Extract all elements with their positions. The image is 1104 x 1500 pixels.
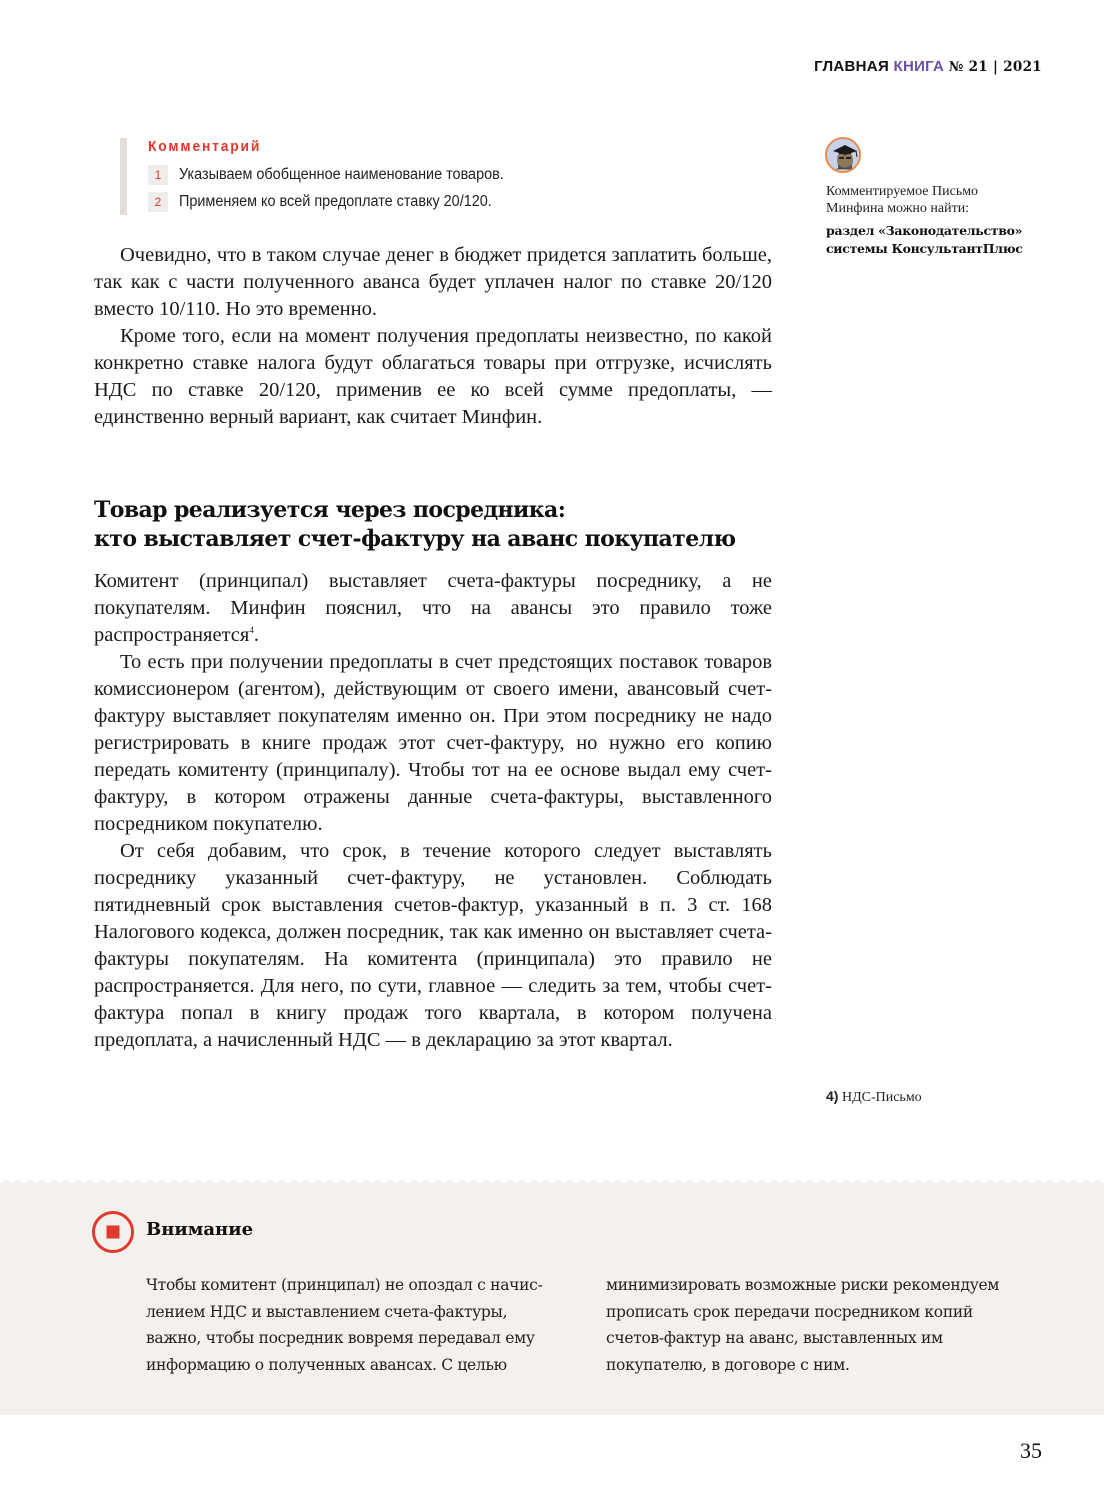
professor-avatar-icon	[825, 137, 861, 173]
attention-box	[0, 1183, 1104, 1415]
comment-number-badge: 1	[148, 165, 168, 185]
sidebar-source: раздел «Законодательство» системы КонсультантПлюс	[826, 223, 1023, 256]
footnote-text: НДС-Письмо	[841, 1090, 922, 1105]
scalloped-edge	[0, 1178, 1104, 1184]
footnote-ref[interactable]: 4	[249, 625, 254, 636]
footnote	[826, 1088, 922, 1106]
comment-item	[148, 188, 580, 215]
body-text-top	[94, 242, 772, 431]
magazine-header	[814, 58, 1042, 75]
brand-name-part2: КНИГА	[893, 58, 945, 75]
footnote-number: 4)	[826, 1088, 839, 1104]
paragraph: Очевидно, что в таком случае денег в бюджет придется заплатить больше, так как с части полученного аванса будет уплачен налог по ставке 20/120 вместо 10/110. Но это временно.	[94, 244, 772, 320]
section-heading: Товар реализуется через посредника: кто выставляет счет-фактуру на аванс покупателю	[94, 497, 736, 552]
comment-text: Применяем ко всей предоплате ставку 20/120.	[179, 192, 492, 210]
attention-column-2: минимизировать возможные риски рекомендуем прописать срок передачи посредником копий счетов-фактур на аванс, выставленных им покупателю, в договоре с ним.	[606, 1276, 1000, 1374]
issue-info: № 21 | 2021	[948, 59, 1042, 75]
paragraph: Комитент (принципал) выставляет счета-фактуры посреднику, а не покупателям. Минфин пояснил, что на авансы это правило тоже распространяется$^4$.	[94, 570, 772, 646]
comment-block	[120, 138, 580, 215]
comment-item	[148, 161, 580, 188]
body-text-bottom	[94, 568, 772, 1054]
sidebar-note: Комментируемое Письмо Минфина можно найти:	[826, 184, 979, 216]
stop-warning-icon	[92, 1211, 134, 1253]
comment-title: Комментарий	[148, 138, 262, 155]
attention-column-1: Чтобы комитент (принципал) не опоздал с начис- лением НДС и выставлением счета-фактуры, важно, чтобы посредник вовремя передавал ему информацию о полученных авансах. С целью	[146, 1276, 543, 1374]
brand-name-part1: ГЛАВНАЯ	[814, 58, 890, 75]
paragraph: Кроме того, если на момент получения предоплаты неизвестно, по какой конкретно ставке налога будут облагаться товары при отгрузке, исчислять НДС по ставке 20/120, применив ее ко всей сумме предоплаты, — единственно верный вариант, как считает Минфин.	[94, 325, 772, 428]
comment-number-badge: 2	[148, 192, 168, 212]
paragraph: От себя добавим, что срок, в течение которого следует выставлять посреднику указанный счет-фактуру, не установлен. Соблюдать пятидневный срок выставления счетов-фактур, указанный в п. 3 ст. 168 Налогового кодекса, должен посредник, так как именно он выставляет счета-фактуры покупателям. На комитента (принципала) это правило не распространяется. Для него, по сути, главное — следить за тем, чтобы счет-фактура попал в книгу продаж того квартала, в котором получена предоплата, а начисленный НДС — в декларацию за этот квартал.	[94, 840, 772, 1051]
page-number: 35	[1020, 1438, 1042, 1463]
comment-text: Указываем обобщенное наименование товаров.	[179, 165, 504, 183]
attention-title: Внимание	[146, 1219, 254, 1240]
paragraph: То есть при получении предоплаты в счет предстоящих поставок товаров комиссионером (агентом), действующим от своего имени, авансовый счет-фактуру выставляет покупателям именно он. При этом посреднику не надо регистрировать в книге продаж этот счет-фактуру, но нужно его копию передать комитенту (принципалу). Чтобы тот на ее основе выдал ему счет-фактуру, в котором отражены данные счета-фактуры, выставленного посредником покупателю.	[94, 651, 772, 835]
